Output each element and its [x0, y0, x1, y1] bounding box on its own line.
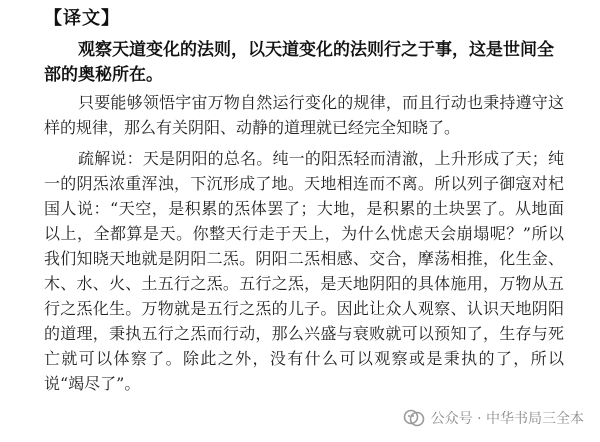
- watermark-text: 公众号 · 中华书局三全本: [430, 411, 584, 427]
- section-heading: 【译文】: [44, 8, 120, 29]
- paragraph-2: 疏解说：天是阴阳的总名。纯一的阳炁轻而清澈，上升形成了天；纯一的阴炁浓重浑浊，下沉形成了地。天地相连而不离。所以列子御寇对杞国人说：“天空，是积累的炁体罢了；大地，是积累的土块罢了。从地面以上，全都算是天。你整天行走于天上，为什么忧虑天会崩塌呢？”所以我们知晓天地就是阴阳二炁。阴阳二炁相感、交合，摩荡相推，化生金、木、水、火、土五行之炁。五行之炁，是天地阴阳的具体施用，万物从五行之炁化生。万物就是五行之炁的儿子。因此让众人观察、认识天地阴阳的道理，秉执五行之炁而行动，那么兴盛与衰败就可以预知了，生存与死亡就可以体察了。除此之外，没有什么可以观察或是秉执的了，所以说“竭尽了”。: [44, 149, 564, 393]
- paragraph-1: 只要能够领悟宇宙万物自然运行变化的规律，而且行动也秉持遵守这样的规律，那么有关阴阳、动静的道理就已经完全知晓了。: [44, 93, 564, 137]
- lead-statement: 观察天道变化的法则，以天道变化的法则行之于事，这是世间全部的奥秘所在。: [44, 40, 554, 85]
- wechat-channel-logo-icon: [403, 408, 425, 428]
- watermark: [403, 408, 584, 428]
